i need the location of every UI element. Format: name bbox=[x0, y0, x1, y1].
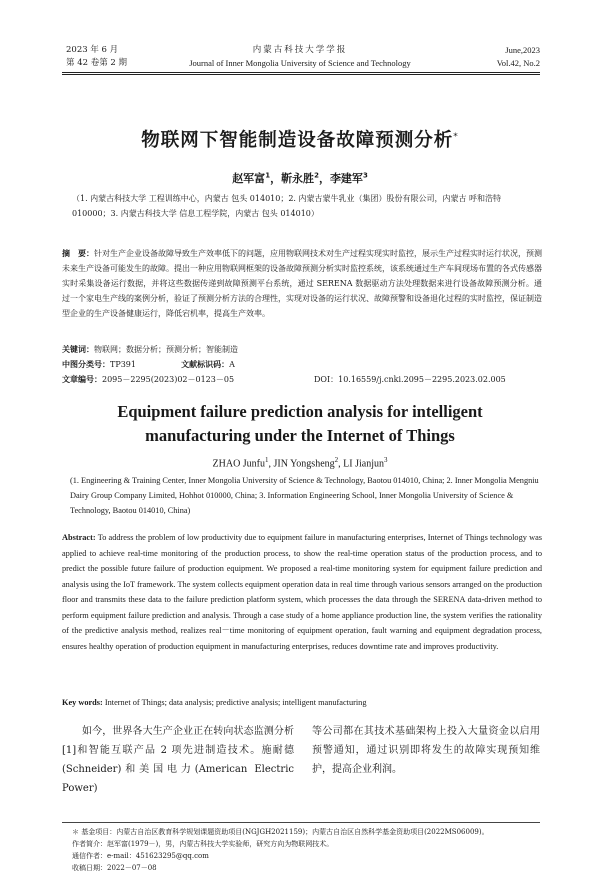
journal-name-en: Journal of Inner Mongolia University of Science and Technology bbox=[189, 58, 411, 68]
keywords-en-label: Key words: bbox=[62, 698, 103, 707]
author-zh-2-sup: 2 bbox=[314, 171, 319, 180]
author-en-3-sup: 3 bbox=[383, 456, 388, 464]
title-en-line-1: Equipment failure prediction analysis for intelligent bbox=[117, 402, 483, 421]
author-separator: ， bbox=[270, 172, 282, 185]
header-volume-zh: 第 42 卷第 2 期 bbox=[66, 58, 128, 68]
footnote-rule bbox=[62, 822, 540, 823]
header-volume-number-en: Vol.42, No.2 bbox=[496, 58, 540, 68]
title-zh bbox=[0, 126, 600, 152]
author-zh-3: 李建军 bbox=[329, 172, 363, 185]
title-en bbox=[0, 400, 600, 448]
author-zh-1-sup: 1 bbox=[265, 171, 271, 180]
author-zh-1: 赵军富 bbox=[232, 172, 266, 185]
doc-code-value: A bbox=[229, 360, 235, 369]
body-column-right: 等公司都在其技术基础架构上投入大量资金以启用预警通知，通过识别即将发生的故障实现预知维护，提高企业利润。 bbox=[312, 726, 540, 775]
clc-label: 中图分类号： bbox=[62, 360, 110, 369]
title-en-line-2: manufacturing under the Internet of Things bbox=[145, 426, 455, 445]
clc-value: TP391 bbox=[110, 360, 136, 369]
article-number-line bbox=[62, 373, 234, 386]
classification-line bbox=[62, 358, 235, 371]
authors-zh bbox=[0, 170, 600, 186]
header-rule-bottom bbox=[62, 74, 540, 75]
article-number-label: 文章编号： bbox=[62, 375, 102, 384]
author-separator: , bbox=[268, 458, 274, 470]
footnote-fund-text: ＊ 基金项目：内蒙古自治区教育科学规划课题资助项目(NGJGH2021159)；内蒙古自治区自然科学基金资助项目(2022MS06009)。 bbox=[72, 828, 489, 836]
abstract-zh-label: 摘 要： bbox=[62, 249, 94, 258]
header-volume-en bbox=[497, 44, 540, 70]
author-en-1: ZHAO Junfu bbox=[212, 458, 266, 470]
author-en-3: LI Jianjun bbox=[343, 458, 384, 470]
doi: DOI：10.16559/j.cnki.2095－2295.2023.02.005 bbox=[314, 375, 506, 384]
abstract-zh bbox=[62, 246, 542, 321]
author-zh-3-sup: 3 bbox=[362, 171, 368, 180]
title-zh-fund-mark: * bbox=[453, 131, 459, 142]
author-en-1-sup: 1 bbox=[265, 456, 269, 464]
author-en-2: JIN Yongsheng bbox=[273, 458, 335, 470]
abstract-en-text: To address the problem of low productivity due to equipment failure in manufacturing enterprises, Internet of Things technology was applied to achieve real-time monitoring of the production process, to show the real-time operation status of the production process, and to predict the possible future failure of production equipment. We proposed a real-time monitoring system for equipment failure prediction and analysis using the IoT framework. The system collects equipment operation data in real time through various sensors arranged on the production floor and transmits these data to the failure prediction platform system, which processes the data through the SERENA data-driven method to perform equipment failure prediction and analysis. Through a case study of a home appliance production line, the system verifies the rationality of the predictive analysis method, realizes real－time monitoring of equipment operation, fault warning and equipment degradation process, ensures healthy operation of production equipment in manufacturing enterprises, reduces downtime rate and improves productivity. bbox=[62, 533, 542, 651]
author-separator: ， bbox=[318, 172, 330, 185]
keywords-zh bbox=[62, 343, 238, 356]
keywords-zh-label: 关键词： bbox=[62, 345, 94, 354]
footnote-email: 通信作者：e-mail：451623295@qq.com bbox=[72, 852, 209, 860]
doc-code-label: 文献标识码： bbox=[181, 360, 230, 369]
keywords-en-text: Internet of Things; data analysis; predictive analysis; intelligent manufacturing bbox=[104, 698, 367, 707]
author-separator: , bbox=[338, 458, 344, 470]
footnote-received: 收稿日期：2022－07－08 bbox=[72, 864, 157, 872]
article-number-value: 2095－2295(2023)02－0123－05 bbox=[102, 375, 235, 384]
footnote-fund bbox=[72, 826, 542, 874]
abstract-zh-text: 针对生产企业设备故障导致生产效率低下的问题，应用物联网技术对生产过程实现实时监控，展示生产过程实时运行状况，预测未来生产设备可能发生的故障。提出一种应用物联网框架的设备故障预测分析实时监控系统，该系统通过生产车间现场布置的各式传感器实时采集设备运行数据，并将这些数据传递到故障预测平台系统，通过 SERENA 数据驱动方法处理数据来进行设备故障预测分析。通过一个家电生产线的案例分析，验证了预测分析方法的合理性，实现对设备的运行状况、故障预警和设备退化过程的实时监控，保证制造型企业的生产设备健康运行，降低宕机率，提高生产效率。 bbox=[62, 249, 542, 318]
abstract-en-label: Abstract: bbox=[62, 533, 96, 542]
author-zh-2: 靳永胜 bbox=[281, 172, 315, 185]
keywords-zh-text: 物联网；数据分析；预测分析；智能制造 bbox=[94, 345, 238, 354]
affiliation-zh: （1. 内蒙古科技大学 工程训练中心，内蒙古 包头 014010；2. 内蒙古蒙牛乳业（集团）股份有限公司，内蒙古 呼和浩特 010000；3. 内蒙古科技大学 信息工程学院，内蒙古 包头 014010） bbox=[72, 194, 502, 218]
author-en-2-sup: 2 bbox=[334, 456, 339, 464]
footnote-author-intro: 作者简介：赵军富(1979－)，男，内蒙古科技大学实验师，研究方向为物联网技术。 bbox=[72, 840, 334, 848]
authors-en bbox=[0, 456, 600, 469]
affiliation-en: (1. Engineering & Training Center, Inner Mongolia University of Science & Technology, Baotou 014010, China; 2. Inner Mongolia Mengniu Dairy Group Company Limited, Hohhot 010000, China; 3. Information Engineering School, Inner Mongolia University of Science & Technology, Baotou 014010, China) bbox=[70, 476, 539, 515]
body-column-left: 如今，世界各大生产企业正在转向状态监测分析[1]和智能互联产品 2 项先进制造技术。施耐德(Schneider)和美国电力(American Electric Power) bbox=[62, 726, 294, 794]
header-date-en: June,2023 bbox=[505, 45, 540, 55]
keywords-en bbox=[62, 698, 542, 707]
abstract-en bbox=[62, 530, 542, 654]
header-date-zh: 2023 年 6 月 bbox=[66, 45, 119, 55]
title-zh-text: 物联网下智能制造设备故障预测分析 bbox=[141, 130, 454, 151]
header-rule-top bbox=[62, 72, 540, 73]
journal-name-zh: 内蒙古科技大学学报 bbox=[252, 45, 348, 55]
